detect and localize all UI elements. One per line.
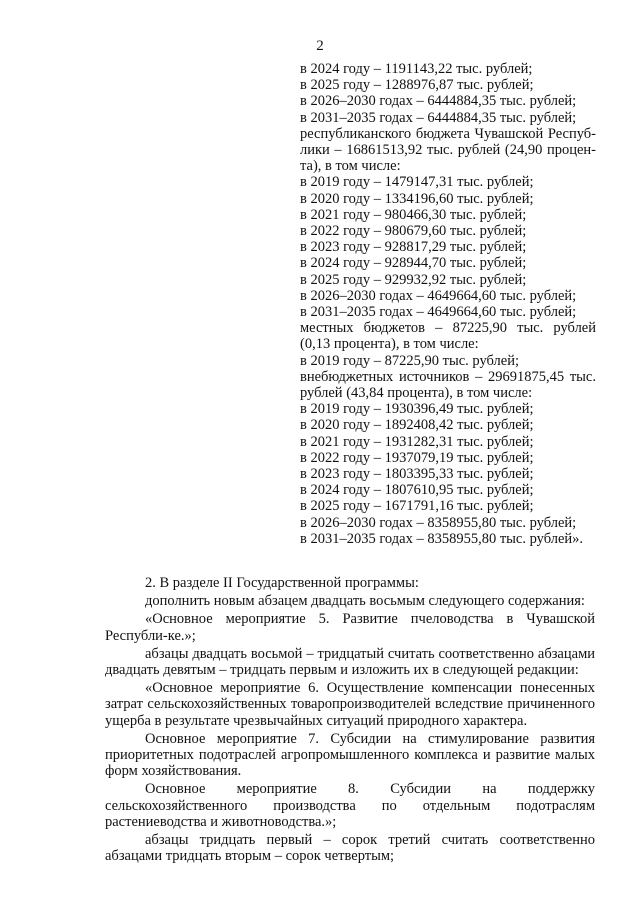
amendments-section bbox=[105, 575, 595, 866]
funding-line: рублей (43,84 процента), в том числе: bbox=[300, 385, 533, 402]
funding-line: в 2020 году – 1892408,42 тыс. рублей; bbox=[300, 417, 534, 434]
funding-line: в 2021 году – 980466,30 тыс. рублей; bbox=[300, 206, 527, 223]
funding-line: в 2019 году – 87225,90 тыс. рублей; bbox=[300, 352, 520, 369]
funding-line: республиканского бюджета Чувашской Респуб- bbox=[300, 125, 596, 142]
funding-line: в 2024 году – 928944,70 тыс. рублей; bbox=[300, 255, 527, 272]
funding-line: в 2021 году – 1931282,31 тыс. рублей; bbox=[300, 433, 534, 450]
funding-line: в 2023 году – 928817,29 тыс. рублей; bbox=[300, 239, 527, 256]
funding-line: в 2023 году – 1803395,33 тыс. рублей; bbox=[300, 466, 534, 483]
funding-breakdown bbox=[300, 61, 596, 547]
funding-line: в 2024 году – 1191143,22 тыс. рублей; bbox=[300, 61, 533, 77]
paragraph: абзацы двадцать восьмой – тридцатый считать соответственно абзацами двадцать девятым – тридцать первым и изложить их в следующей редакции: bbox=[105, 645, 595, 679]
funding-line: в 2026–2030 годах – 4649664,60 тыс. рублей; bbox=[300, 287, 577, 304]
funding-line: та), в том числе: bbox=[300, 158, 401, 175]
funding-line: в 2031–2035 годах – 8358955,80 тыс. рублей». bbox=[300, 530, 584, 547]
paragraph: дополнить новым абзацем двадцать восьмым следующего содержания: bbox=[145, 593, 585, 610]
funding-line: внебюджетных источников – 29691875,45 тыс. bbox=[300, 368, 596, 385]
funding-line: в 2025 году – 1671791,16 тыс. рублей; bbox=[300, 498, 534, 515]
funding-line: в 2022 году – 980679,60 тыс. рублей; bbox=[300, 223, 527, 240]
paragraph: «Основное мероприятие 5. Развитие пчеловодства в Чувашской Республи-ке.»; bbox=[105, 611, 595, 644]
paragraph: абзацы тридцать первый – сорок третий считать соответственно абзацами тридцать вторым – сорок четвертым; bbox=[105, 832, 595, 865]
funding-line: в 2025 году – 1288976,87 тыс. рублей; bbox=[300, 77, 534, 94]
paragraph: «Основное мероприятие 6. Осуществление компенсации понесенных затрат сельскохозяйственных товаропроизводителей вследствие причиненного ущерба в результате чрезвычайных ситуаций природного характера. bbox=[105, 680, 595, 729]
paragraph: Основное мероприятие 7. Субсидии на стимулирование развития приоритетных подотраслей агропромышленного комплекса и развитие малых форм хозяйствования. bbox=[105, 730, 595, 780]
funding-line: в 2026–2030 годах – 8358955,80 тыс. рублей; bbox=[300, 514, 577, 531]
paragraph: 2. В разделе II Государственной программы: bbox=[145, 575, 419, 591]
funding-line: в 2024 году – 1807610,95 тыс. рублей; bbox=[300, 482, 534, 499]
funding-line: в 2020 году – 1334196,60 тыс. рублей; bbox=[300, 190, 534, 207]
funding-line: в 2031–2035 годах – 4649664,60 тыс. рублей; bbox=[300, 304, 577, 321]
funding-line: в 2019 году – 1930396,49 тыс. рублей; bbox=[300, 401, 534, 418]
funding-line: (0,13 процента), в том числе: bbox=[300, 336, 479, 353]
funding-line: местных бюджетов – 87225,90 тыс. рублей bbox=[300, 320, 596, 337]
page-number: 2 bbox=[316, 38, 324, 54]
funding-line: в 2019 году – 1479147,31 тыс. рублей; bbox=[300, 174, 534, 191]
funding-line: лики – 16861513,92 тыс. рублей (24,90 процен- bbox=[300, 142, 596, 159]
funding-line: в 2026–2030 годах – 6444884,35 тыс. рублей; bbox=[300, 93, 577, 110]
paragraph: Основное мероприятие 8. Субсидии на поддержку сельскохозяйственного производства по отдельным подотраслям растениеводства и животноводства.»; bbox=[105, 781, 595, 830]
funding-line: в 2025 году – 929932,92 тыс. рублей; bbox=[300, 271, 527, 288]
funding-line: в 2022 году – 1937079,19 тыс. рублей; bbox=[300, 449, 534, 466]
funding-line: в 2031–2035 годах – 6444884,35 тыс. рублей; bbox=[300, 109, 577, 126]
